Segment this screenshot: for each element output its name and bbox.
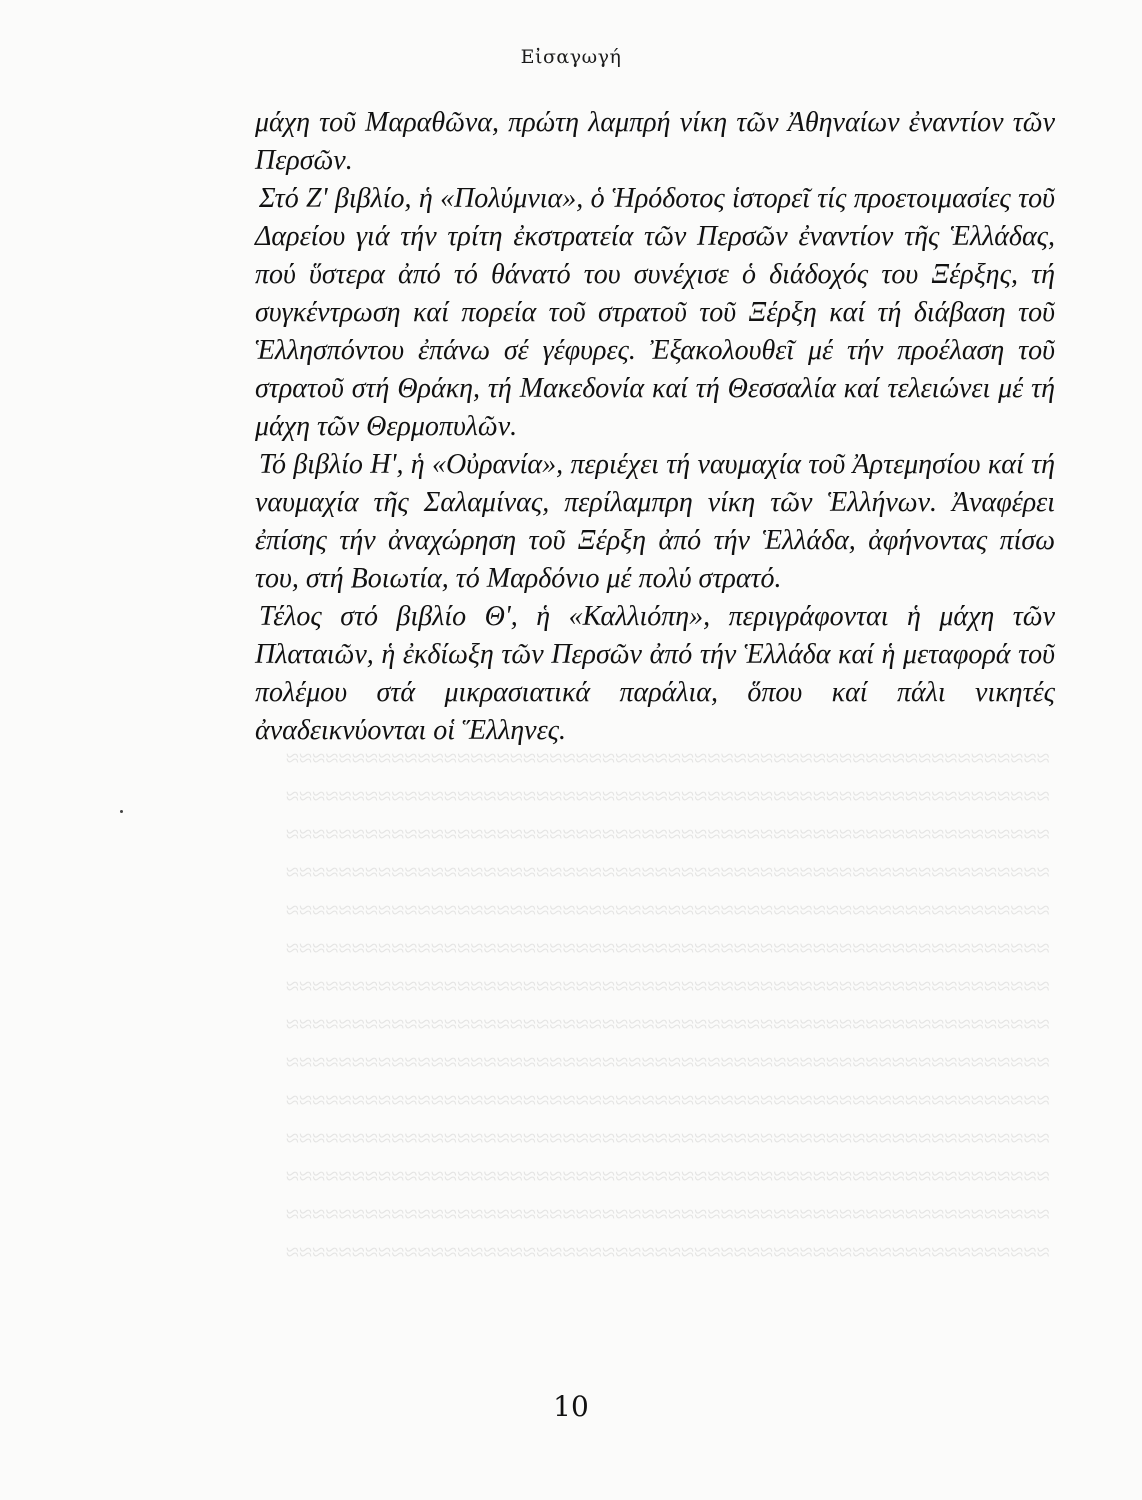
- ink-speck: [120, 810, 123, 813]
- paragraph: Στό Ζ' βιβλίο, ἡ «Πολύμνια», ὁ Ἡρόδοτος ἱστορεῖ τίς προετοιμασίες τοῦ Δαρείου γιά τήν τρίτη ἐκστρατεία τῶν Περσῶν ἐναντίον τῆς Ἑλλάδας, πού ὕστερα ἀπό τό θάνατό του συνέχισε ὁ διάδοχός του Ξέρξης, τή συγκέντρωση καί πορεία τοῦ στρατοῦ τοῦ Ξέρξη καί τή διάβαση τοῦ Ἑλλησπόντου ἐπάνω σέ γέφυρες. Ἐξακολουθεῖ μέ τήν προέλαση τοῦ στρατοῦ στή Θράκη, τή Μακεδονία καί τή Θεσσαλία καί τελειώνει μέ τή μάχη τῶν Θερμοπυλῶν.: [255, 183, 1055, 442]
- paragraph: Τό βιβλίο Η', ἡ «Οὐρανία», περιέχει τή ναυμαχία τοῦ Ἀρτεμησίου καί τή ναυμαχία τῆς Σαλαμίνας, περίλαμπρη νίκη τῶν Ἑλλήνων. Ἀναφέρει ἐπίσης τήν ἀναχώρηση τοῦ Ξέρξη ἀπό τήν Ἑλλάδα, ἀφήνοντας πίσω του, στή Βοιωτία, τό Μαρδόνιο μέ πολύ στρατό.: [255, 449, 1055, 594]
- body-text: [255, 104, 1055, 750]
- show-through-texture: ≈≈≈≈≈≈≈≈≈≈≈≈≈≈≈≈≈≈≈≈≈≈≈≈≈≈≈≈≈≈≈≈≈≈≈≈≈≈≈≈≈≈≈≈≈≈≈≈≈≈≈≈≈≈≈≈≈≈ ≈≈≈≈≈≈≈≈≈≈≈≈≈≈≈≈≈≈≈≈≈≈≈≈≈≈≈≈≈≈≈≈≈≈≈≈≈≈≈≈≈≈≈≈≈≈≈≈≈≈≈≈≈≈≈≈≈≈ ≈≈≈≈≈≈≈≈≈≈≈≈≈≈≈≈≈≈≈≈≈≈≈≈≈≈≈≈≈≈≈≈≈≈≈≈≈≈≈≈≈≈≈≈≈≈≈≈≈≈≈≈≈≈≈≈≈≈ ≈≈≈≈≈≈≈≈≈≈≈≈≈≈≈≈≈≈≈≈≈≈≈≈≈≈≈≈≈≈≈≈≈≈≈≈≈≈≈≈≈≈≈≈≈≈≈≈≈≈≈≈≈≈≈≈≈≈ ≈≈≈≈≈≈≈≈≈≈≈≈≈≈≈≈≈≈≈≈≈≈≈≈≈≈≈≈≈≈≈≈≈≈≈≈≈≈≈≈≈≈≈≈≈≈≈≈≈≈≈≈≈≈≈≈≈≈ ≈≈≈≈≈≈≈≈≈≈≈≈≈≈≈≈≈≈≈≈≈≈≈≈≈≈≈≈≈≈≈≈≈≈≈≈≈≈≈≈≈≈≈≈≈≈≈≈≈≈≈≈≈≈≈≈≈≈ ≈≈≈≈≈≈≈≈≈≈≈≈≈≈≈≈≈≈≈≈≈≈≈≈≈≈≈≈≈≈≈≈≈≈≈≈≈≈≈≈≈≈≈≈≈≈≈≈≈≈≈≈≈≈≈≈≈≈ ≈≈≈≈≈≈≈≈≈≈≈≈≈≈≈≈≈≈≈≈≈≈≈≈≈≈≈≈≈≈≈≈≈≈≈≈≈≈≈≈≈≈≈≈≈≈≈≈≈≈≈≈≈≈≈≈≈≈ ≈≈≈≈≈≈≈≈≈≈≈≈≈≈≈≈≈≈≈≈≈≈≈≈≈≈≈≈≈≈≈≈≈≈≈≈≈≈≈≈≈≈≈≈≈≈≈≈≈≈≈≈≈≈≈≈≈≈ ≈≈≈≈≈≈≈≈≈≈≈≈≈≈≈≈≈≈≈≈≈≈≈≈≈≈≈≈≈≈≈≈≈≈≈≈≈≈≈≈≈≈≈≈≈≈≈≈≈≈≈≈≈≈≈≈≈≈ ≈≈≈≈≈≈≈≈≈≈≈≈≈≈≈≈≈≈≈≈≈≈≈≈≈≈≈≈≈≈≈≈≈≈≈≈≈≈≈≈≈≈≈≈≈≈≈≈≈≈≈≈≈≈≈≈≈≈ ≈≈≈≈≈≈≈≈≈≈≈≈≈≈≈≈≈≈≈≈≈≈≈≈≈≈≈≈≈≈≈≈≈≈≈≈≈≈≈≈≈≈≈≈≈≈≈≈≈≈≈≈≈≈≈≈≈≈ ≈≈≈≈≈≈≈≈≈≈≈≈≈≈≈≈≈≈≈≈≈≈≈≈≈≈≈≈≈≈≈≈≈≈≈≈≈≈≈≈≈≈≈≈≈≈≈≈≈≈≈≈≈≈≈≈≈≈ ≈≈≈≈≈≈≈≈≈≈≈≈≈≈≈≈≈≈≈≈≈≈≈≈≈≈≈≈≈≈≈≈≈≈≈≈≈≈≈≈≈≈≈≈≈≈≈≈≈≈≈≈≈≈≈≈≈≈: [286, 746, 1050, 1266]
- paragraph: μάχη τοῦ Μαραθῶνα, πρώτη λαμπρή νίκη τῶν Ἀθηναίων ἐναντίον τῶν Περσῶν.: [255, 107, 1055, 176]
- running-header: Εἰσαγωγή: [520, 46, 622, 68]
- page-number: 10: [553, 1390, 589, 1423]
- paragraph: Τέλος στό βιβλίο Θ', ἡ «Καλλιόπη», περιγράφονται ἡ μάχη τῶν Πλαταιῶν, ἡ ἐκδίωξη τῶν Περσῶν ἀπό τήν Ἑλλάδα καί ἡ μεταφορά τοῦ πολέμου στά μικρασιατικά παράλια, ὅπου καί πάλι νικητές ἀναδεικνύονται οἱ Ἕλληνες.: [255, 601, 1055, 746]
